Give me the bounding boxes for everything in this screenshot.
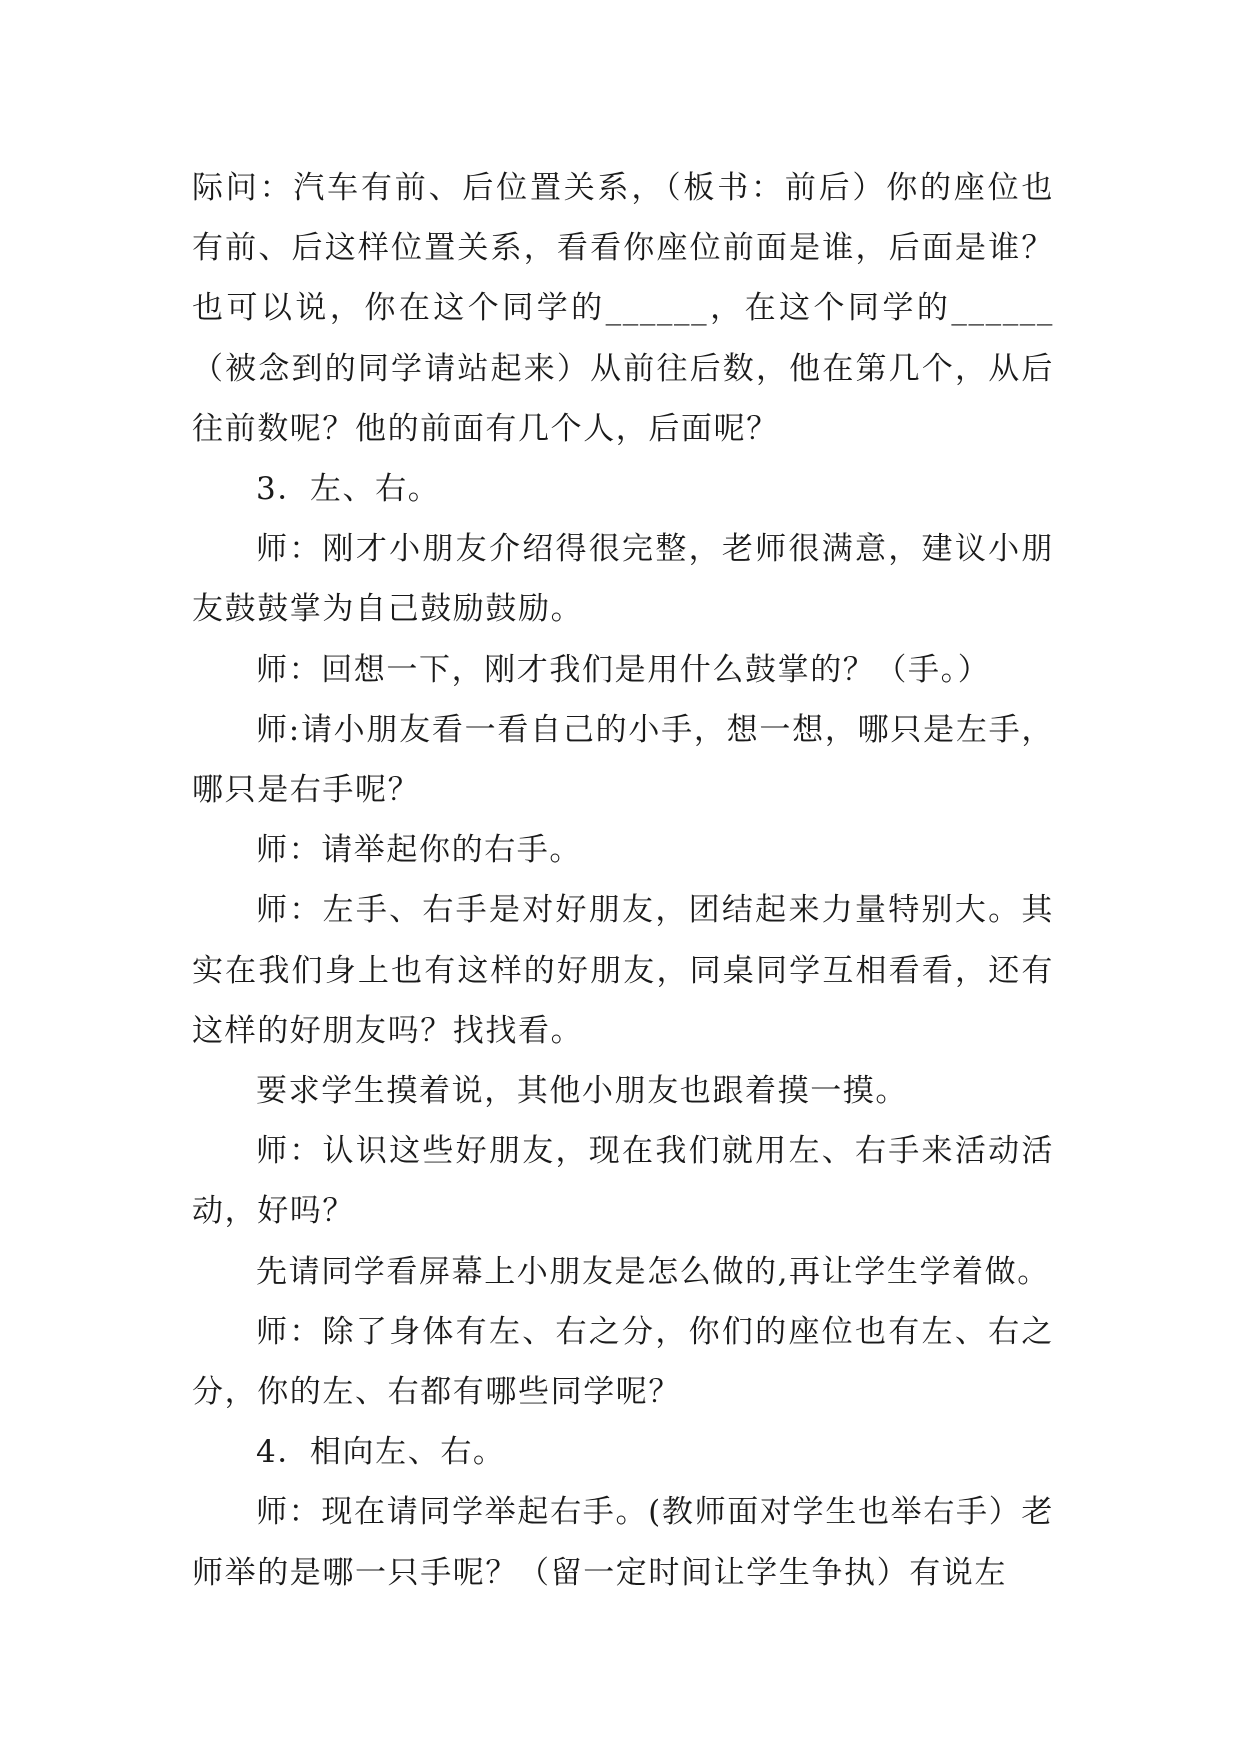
paragraph-teacher-praise: 师：刚才小朋友介绍得很完整，老师很满意，建议小朋友鼓鼓掌为自己鼓励鼓励。 <box>192 531 1054 628</box>
lesson-text-body <box>192 158 1054 1603</box>
section-heading-left-right: 3．左、右。 <box>256 471 441 508</box>
paragraph-teacher-seats: 师：除了身体有左、右之分，你们的座位也有左、右之分，你的左、右都有哪些同学呢？ <box>192 1313 1054 1411</box>
paragraph-screen-demo: 先请同学看屏幕上小朋友是怎么做的,再让学生学着做。 <box>256 1253 1050 1290</box>
paragraph-teacher-recall: 师：回想一下，刚才我们是用什么鼓掌的？（手。） <box>256 651 991 688</box>
paragraph-teacher-raise-hand: 师：现在请同学举起右手。(教师面对学生也举右手）老师举的是哪一只手呢？（留一定时间让学生争执）有说左 <box>192 1494 1054 1591</box>
paragraph-teacher-look-hands: 师:请小朋友看一看自己的小手，想一想，哪只是左手，哪只是右手呢？ <box>192 711 1054 809</box>
paragraph-student-touch: 要求学生摸着说，其他小朋友也跟着摸一摸。 <box>256 1073 908 1110</box>
paragraph-teacher-activity: 师：认识这些好朋友，现在我们就用左、右手来活动活动，好吗？ <box>192 1133 1054 1230</box>
section-heading-facing-left-right: 4．相向左、右。 <box>256 1434 506 1471</box>
paragraph-teacher-raise-right: 师：请举起你的右手。 <box>256 832 582 869</box>
paragraph-teacher-good-friends: 师：左手、右手是对好朋友，团结起来力量特别大。其实在我们身上也有这样的好朋友，同桌同学互相看看，还有这样的好朋友吗？找找看。 <box>192 892 1054 1049</box>
paragraph-front-back-question: 际问：汽车有前、后位置关系，（板书：前后）你的座位也有前、后这样位置关系，看看你座位前面是谁，后面是谁？也可以说，你在这个同学的______，在这个同学的______（被念到的同学请站起来）从前往后数，他在第几个，从后往前数呢？他的前面有几个人，后面呢？ <box>192 170 1054 447</box>
